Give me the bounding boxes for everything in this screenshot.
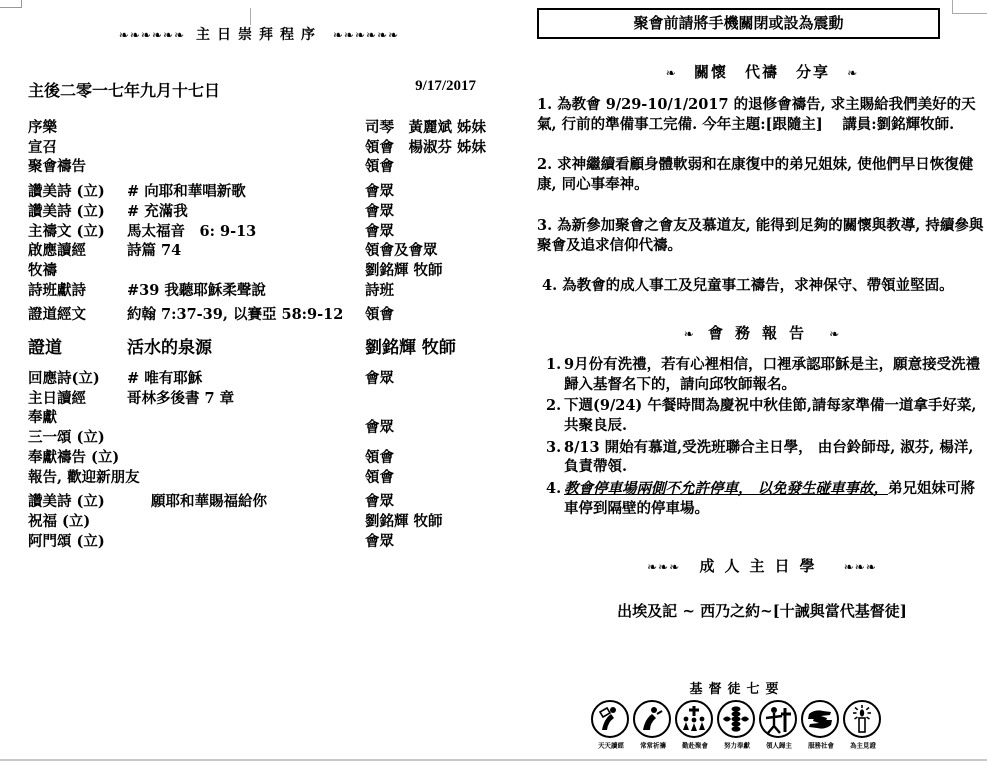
program-detail [198, 448, 365, 468]
care-item: 2. 求神繼續看顧身體軟弱和在康復中的弟兄姐妹, 使他們早日恢復健康, 同心事奉神。 [537, 156, 974, 194]
program-detail [127, 261, 365, 281]
program-row [28, 532, 490, 552]
program-role: 會眾 [365, 222, 394, 240]
program-row [28, 157, 490, 177]
program-role: 會眾 [365, 532, 394, 550]
program-row [28, 118, 490, 138]
program-role: 領會 [365, 306, 394, 324]
program-detail: 願耶和華賜福給你 [151, 493, 267, 511]
program-item: 三一頌 (立) [28, 429, 105, 447]
program-item: 奉獻 [28, 409, 57, 427]
program-item: 讚美詩 (立) [28, 183, 105, 201]
seven-item [801, 700, 841, 751]
program-item: 主禱文 (立) [28, 222, 105, 240]
ornament-icon: ❧❧❧❧❧❧ [118, 28, 186, 42]
announcements-column [537, 8, 987, 621]
ornament-icon: ❧ [665, 66, 677, 80]
report-item-emphasized-text: 教會停車場兩側不允許停車， 以免發生碰車事故， [564, 480, 889, 498]
report-item-number: 2. [546, 397, 562, 415]
program-detail: 詩篇 74 [127, 242, 182, 260]
school-topic-line: 出埃及記 ~ 西乃之約~[十誡與當代基督徒] [617, 601, 907, 620]
program-role: 領會 [365, 468, 394, 486]
care-heading-text: 關懷 代禱 分享 [693, 63, 830, 81]
program-item: 宣召 [28, 138, 57, 156]
report-item-number: 3. [546, 438, 562, 456]
program-row [28, 492, 490, 512]
program-row [28, 138, 490, 158]
seven-item-label: 服務社會 [808, 741, 834, 750]
prayer-icon [633, 700, 671, 738]
program-role: 會眾 [365, 202, 394, 220]
report-item [537, 396, 987, 435]
seven-essentials-row [537, 700, 937, 751]
seven-item [675, 700, 715, 751]
church-gathering-icon [675, 700, 713, 738]
ornament-icon: ❧❧❧ [647, 559, 681, 574]
worship-order-title [28, 24, 490, 44]
care-section-heading [537, 61, 987, 82]
seven-item-label: 領人歸主 [766, 741, 792, 750]
program-detail: 約翰 7:37-39, 以賽亞 58:9-12 [127, 306, 344, 324]
program-role: 司琴 黃麗斌 姊妹 [365, 119, 487, 136]
page-bottom-edge [0, 759, 987, 761]
program-detail: #39 我聽耶穌柔聲說 [127, 281, 266, 299]
program-detail [127, 532, 365, 552]
ornament-icon: ❧❧❧❧❧❧ [332, 28, 400, 42]
program-detail: # 充滿我 [127, 202, 188, 220]
program-row [28, 261, 490, 281]
program-role: 劉銘輝 牧師 [365, 261, 443, 279]
program-row [28, 305, 490, 325]
offering-items [28, 408, 365, 447]
crop-mark-top-center [250, 8, 251, 25]
seven-item [633, 700, 673, 751]
page-title-text: 主日崇拜程序 [196, 27, 322, 43]
care-item: 4. 為教會的成人事工及兒童事工禱告，求神保守、帶領並堅固。 [542, 277, 954, 295]
read-bible-icon [591, 700, 629, 738]
program-detail [127, 512, 365, 532]
seven-item [843, 700, 883, 751]
program-role: 領會及會眾 [365, 242, 438, 260]
sermon-item: 證道 [28, 338, 62, 359]
program-role [365, 389, 490, 409]
lead-to-christ-icon [759, 700, 797, 738]
program-row [28, 241, 490, 261]
program-row [28, 389, 490, 409]
program-row [28, 468, 490, 488]
program-role: 詩班 [365, 281, 394, 299]
program-item: 讚美詩 (立) [28, 493, 105, 511]
seven-item [759, 700, 799, 751]
program-list [28, 118, 490, 551]
program-row [28, 369, 490, 389]
program-detail [127, 118, 365, 138]
program-detail: # 唯有耶穌 [127, 370, 203, 388]
report-item [537, 438, 987, 477]
program-detail: 馬太福音 6: 9-13 [127, 222, 257, 240]
program-row [28, 512, 490, 532]
report-item-text: 9月份有洗禮，若有心裡相信，口裡承認耶穌是主，願意接受洗禮歸入基督名下的，請向邱牧師報名。 [564, 355, 981, 393]
report-item-number: 4. [546, 480, 562, 498]
program-item: 序樂 [28, 119, 57, 136]
program-item: 主日讀經 [28, 389, 86, 407]
program-role: 會眾 [365, 419, 394, 437]
program-item: 回應詩(立) [28, 370, 100, 388]
program-role: 會眾 [365, 370, 394, 388]
seven-essentials-title: 基督徒七要 [689, 682, 785, 697]
program-item: 牧禱 [28, 261, 57, 279]
seven-item-label: 努力奉獻 [724, 741, 750, 750]
program-detail: 哥林多後書 7 章 [127, 389, 235, 407]
report-item-text-rest: 弟兄姐妹可將車停到隔壁的停車場。 [564, 480, 976, 517]
program-detail [127, 157, 365, 177]
report-item-text: 8/13 開始有慕道,受洗班聯合主日學， 由台鈴師母, 淑芬, 楊洋, 負責帶領. [564, 438, 974, 476]
program-role: 會眾 [365, 183, 394, 201]
worship-order-column [28, 24, 490, 551]
program-item: 啟應讀經 [28, 242, 86, 260]
program-row [28, 222, 490, 242]
program-role: 會眾 [365, 493, 394, 511]
ornament-icon: ❧ [847, 66, 859, 80]
date-numeric: 9/17/2017 [415, 78, 476, 94]
program-item: 祝福 (立) [28, 512, 91, 530]
program-item: 阿門頌 (立) [28, 532, 105, 550]
program-detail [127, 138, 365, 158]
report-heading-text: 會務報告 [707, 323, 816, 342]
candle-witness-icon [843, 700, 881, 738]
phone-notice-box [537, 8, 940, 39]
school-section-heading [537, 555, 987, 576]
seven-essentials-logo [537, 678, 937, 751]
program-item: 詩班獻詩 [28, 281, 86, 299]
date-chinese: 主後二零一七年九月十七日 [28, 81, 221, 100]
sermon-title: 活水的泉源 [127, 338, 212, 359]
offering-loaves-fish-icon [717, 700, 755, 738]
sermon-speaker: 劉銘輝 牧師 [365, 338, 456, 359]
program-item: 讚美詩 (立) [28, 202, 105, 220]
report-item-text [564, 479, 987, 518]
program-item: 奉獻禱告 (立) [28, 448, 120, 466]
care-item: 3. 為新參加聚會之會友及慕道友, 能得到足夠的關懷與教導, 持續參與聚會及追求信仰代禱。 [537, 216, 984, 254]
program-role: 劉銘輝 牧師 [365, 512, 443, 530]
care-item: 1. 為教會 9/29-10/1/2017 的退修會禱告, 求主賜給我們美好的天氣, 行前的準備事工完備. 今年主題:[跟隨主] 講員:劉銘輝牧師. [537, 96, 976, 133]
seven-item [591, 700, 631, 751]
program-row [28, 448, 490, 468]
program-item: 報告, 歡迎新朋友 [28, 468, 140, 486]
report-item [537, 479, 987, 518]
program-row [28, 182, 490, 202]
crop-mark-top-left [0, 0, 22, 8]
serving-hands-icon [801, 700, 839, 738]
ornament-icon: ❧❧❧ [843, 559, 877, 574]
seven-item-label: 為主見證 [850, 741, 876, 750]
ornament-icon: ❧ [683, 326, 695, 341]
seven-item-label: 勤赴聚會 [682, 741, 708, 750]
phone-notice-text: 聚會前請將手機關閉或設為震動 [633, 14, 844, 32]
program-item: 聚會禱告 [28, 158, 86, 176]
report-item-text: 下週(9/24) 午餐時間為慶祝中秋佳節,請每家準備一道拿手好菜, 共聚良辰. [564, 397, 977, 435]
report-item [537, 355, 987, 394]
sermon-row [28, 336, 490, 360]
program-detail: # 向耶和華唱新歌 [127, 183, 246, 201]
program-role: 領會 [365, 448, 394, 466]
seven-item-label: 常常祈禱 [640, 741, 666, 750]
program-row [28, 202, 490, 222]
offering-group-row [28, 408, 490, 447]
program-detail [198, 468, 365, 488]
report-item-number: 1. [546, 355, 562, 373]
seven-item [717, 700, 757, 751]
program-role: 領會 [365, 158, 394, 176]
program-role: 領會 楊淑芬 姊妹 [365, 138, 487, 156]
school-heading-text: 成人主日學 [699, 556, 825, 575]
ornament-icon: ❧ [829, 326, 841, 341]
program-row [28, 281, 490, 301]
program-item: 證道經文 [28, 306, 86, 324]
report-section-heading [537, 322, 987, 343]
date-row [28, 78, 490, 101]
seven-item-label: 天天讀經 [598, 741, 624, 750]
